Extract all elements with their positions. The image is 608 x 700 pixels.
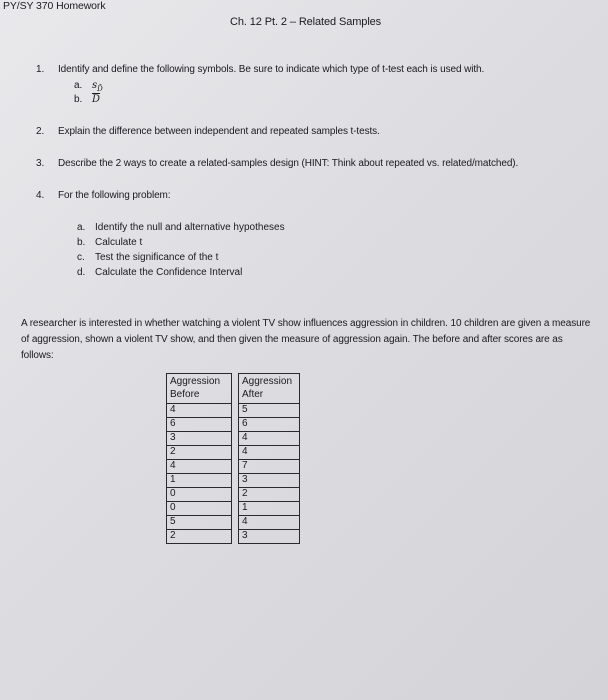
question-1-sub-a [74,80,103,93]
symbol-s-d-bar: $s_{D̄}$ [92,80,103,93]
table-row [167,502,300,516]
question-number: 2. [36,126,45,137]
cell-after: 4 [239,516,300,530]
table-row [167,432,300,446]
sub-letter: c. [77,252,85,263]
table-row [167,446,300,460]
question-text: For the following problem: [58,190,171,201]
cell-after: 5 [239,404,300,418]
question-number: 3. [36,158,45,169]
cell-after: 1 [239,502,300,516]
cell-after: 3 [239,530,300,544]
question-3 [36,158,518,169]
cell-after: 4 [239,432,300,446]
cell-before: 3 [167,432,232,446]
aggression-table [166,373,300,544]
question-2 [36,126,380,137]
symbol-d-bar: $\overline{D}$ [92,94,101,105]
cell-before: 1 [167,474,232,488]
sub-text: Calculate the Confidence Interval [95,267,243,278]
cell-before: 4 [167,460,232,474]
header-after: Aggression After [239,374,300,404]
problem-paragraph: A researcher is interested in whether watching a violent TV show influences aggression in children. 10 children are given a measure of aggression, shown a violent TV show, and then given the measure of aggression again. The before and after scores are as follows: [21,318,591,361]
cell-before: 5 [167,516,232,530]
table-header-row [167,374,300,404]
course-title: PY/SY 370 Homework [3,0,106,12]
table-row [167,460,300,474]
cell-before: 6 [167,418,232,432]
column-gap [232,374,239,404]
question-text: Describe the 2 ways to create a related-samples design (HINT: Think about repeated vs. related/matched). [58,158,519,169]
question-1 [36,64,484,75]
question-number: 1. [36,64,45,75]
table-row [167,474,300,488]
cell-after: 7 [239,460,300,474]
question-4 [36,190,170,201]
question-4-sub-a [77,222,285,233]
sub-text: Calculate t [95,237,143,248]
table-row [167,530,300,544]
table-row [167,488,300,502]
cell-before: 0 [167,488,232,502]
sub-text: Identify the null and alternative hypotheses [95,222,285,233]
question-text: Explain the difference between independent and repeated samples t-tests. [58,126,380,137]
table-row [167,516,300,530]
question-1-sub-b [74,94,100,105]
chapter-title: Ch. 12 Pt. 2 – Related Samples [230,16,382,28]
sub-letter: a. [77,222,86,233]
question-4-sub-d [77,267,242,278]
question-text: Identify and define the following symbols. Be sure to indicate which type of t-test each is used with. [58,64,485,75]
cell-before: 0 [167,502,232,516]
sub-letter: b. [77,237,86,248]
cell-before: 2 [167,446,232,460]
cell-before: 4 [167,404,232,418]
sub-letter: b. [74,94,83,105]
header-before: Aggression Before [167,374,232,404]
sub-letter: a. [74,80,83,91]
cell-before: 2 [167,530,232,544]
sub-text: Test the significance of the t [95,252,219,263]
table-row [167,404,300,418]
cell-after: 4 [239,446,300,460]
sub-letter: d. [77,267,86,278]
cell-after: 3 [239,474,300,488]
cell-after: 2 [239,488,300,502]
table-row [167,418,300,432]
cell-after: 6 [239,418,300,432]
question-number: 4. [36,190,45,201]
question-4-sub-b [77,237,142,248]
question-4-sub-c [77,252,218,263]
